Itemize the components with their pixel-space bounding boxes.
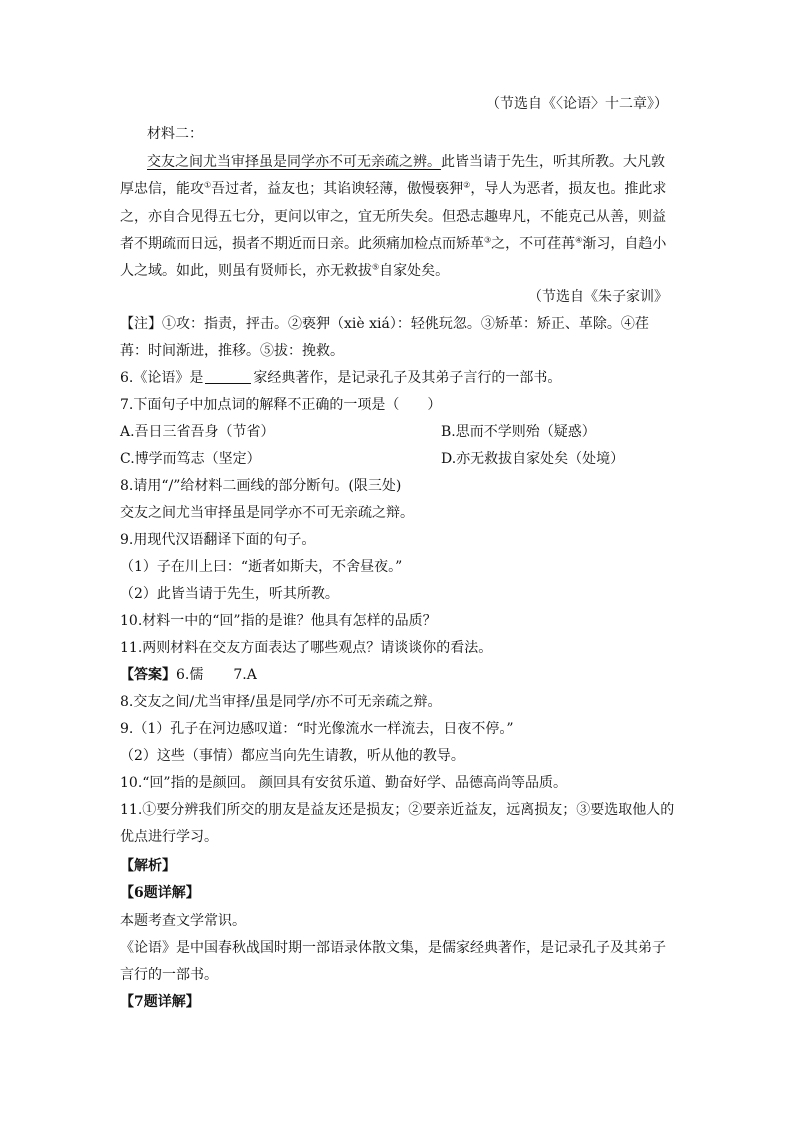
footnote-mark-1: ① — [204, 180, 212, 190]
answer-blank[interactable] — [205, 369, 251, 384]
option-d: D.亦无救拔自家处矣（处境） — [441, 451, 625, 467]
answer-label: 【答案】 — [120, 667, 176, 683]
answer-10: 10.“回”指的是颜回。 颜回具有安贫乐道、勤奋好学、品德高尚等品质。 — [120, 775, 568, 791]
analysis-heading-6: 【6题详解】 — [120, 885, 200, 901]
question-9: 9.用现代汉语翻译下面的句子。 — [120, 532, 316, 548]
question-8-text: 交友之间尤当审择虽是同学亦不可无亲疏之辩。 — [120, 505, 414, 521]
material2-line-5: 人之域。如此，则虽有贤师长，亦无救拔⑤自家处矣。 — [120, 262, 450, 279]
footnote-mark-4: ④ — [575, 235, 583, 245]
material2-heading: 材料二： — [147, 126, 203, 142]
analysis-heading-7: 【7题详解】 — [120, 994, 200, 1010]
analysis-label: 【解析】 — [120, 858, 176, 874]
answer-11-line-1: 11.①要分辨我们所交的朋友是益友还是损友；②要亲近益友，远离损友；③要选取他人的 — [120, 802, 675, 818]
option-a: A.吾日三省吾身（节省） — [120, 424, 275, 440]
question-10: 10.材料一中的“回”指的是谁？他具有怎样的品质？ — [120, 613, 437, 629]
source-zhuzi: （节选自《朱子家训》 — [528, 289, 668, 305]
question-8: 8.请用“/”给材料二画线的部分断句。(限三处) — [120, 478, 402, 494]
answer-9-1: 9.（1）孔子在河边感叹道：“时光像流水一样流去，日夜不停。” — [120, 721, 514, 737]
footnote-mark-5: ⑤ — [372, 262, 380, 272]
question-9-2: （2）此皆当请于先生，听其所教。 — [120, 586, 339, 602]
question-7: 7.下面句子中加点词的解释不正确的一项是（ ） — [120, 397, 442, 413]
question-9-1: （1）子在川上曰：“逝者如斯夫，不舍昼夜。” — [120, 559, 403, 575]
answer-9-2: （2）这些（事情）都应当向先生请教，听从他的教导。 — [120, 748, 465, 764]
material2-line-3: 之，亦自合见得五七分，更问以审之，宜无所失矣。但恐志趣卑凡，不能克己从善，则益 — [120, 209, 666, 225]
material2-line-4: 者不期疏而日远，损者不期近而日亲。此须痛加检点而矫革③之，不可荏苒④渐习，自趋小 — [120, 235, 667, 252]
material2-line-1: 交友之间尤当审择虽是同学亦不可无亲疏之辨。此皆当请于先生，听其所教。大凡敦 — [147, 154, 665, 170]
answer-line-1: 【答案】6.儒 7.A — [120, 667, 257, 683]
underlined-passage: 交友之间尤当审择虽是同学亦不可无亲疏之辨。 — [147, 154, 441, 170]
answer-11-line-2: 优点进行学习。 — [120, 829, 218, 845]
analysis-line-1: 本题考查文学常识。 — [120, 913, 246, 929]
notes-line-2: 苒：时间渐进，推移。⑤拔：挽救。 — [120, 343, 344, 359]
notes-line-1: 【注】①攻：指责，抨击。②亵狎（xiè xiá）：轻佻玩忽。③矫革：矫正、革除。④荏 — [120, 316, 649, 332]
answer-8: 8.交友之间/尤当审择/虽是同学/亦不可无亲疏之辩。 — [120, 694, 442, 710]
footnote-mark-3: ③ — [484, 235, 492, 245]
analysis-line-2: 《论语》是中国春秋战国时期一部语录体散文集，是儒家经典著作，是记录孔子及其弟子 — [120, 940, 666, 956]
question-11: 11.两则材料在交友方面表达了哪些观点？请谈谈你的看法。 — [120, 640, 493, 656]
material2-line-2: 厚忠信，能攻①吾过者，益友也；其谄谀轻薄，傲慢亵狎②，导人为恶者，损友也。推此求 — [120, 180, 667, 197]
option-b: B.思而不学则殆（疑惑） — [441, 424, 596, 440]
question-6: 6.《论语》是 家经典著作，是记录孔子及其弟子言行的一部书。 — [120, 370, 562, 386]
option-c: C.博学而笃志（坚定） — [120, 451, 261, 467]
footnote-mark-2: ② — [463, 180, 471, 190]
source-lunyu: （节选自《〈论语〉十二章》） — [486, 96, 668, 112]
analysis-line-3: 言行的一部书。 — [120, 967, 218, 983]
